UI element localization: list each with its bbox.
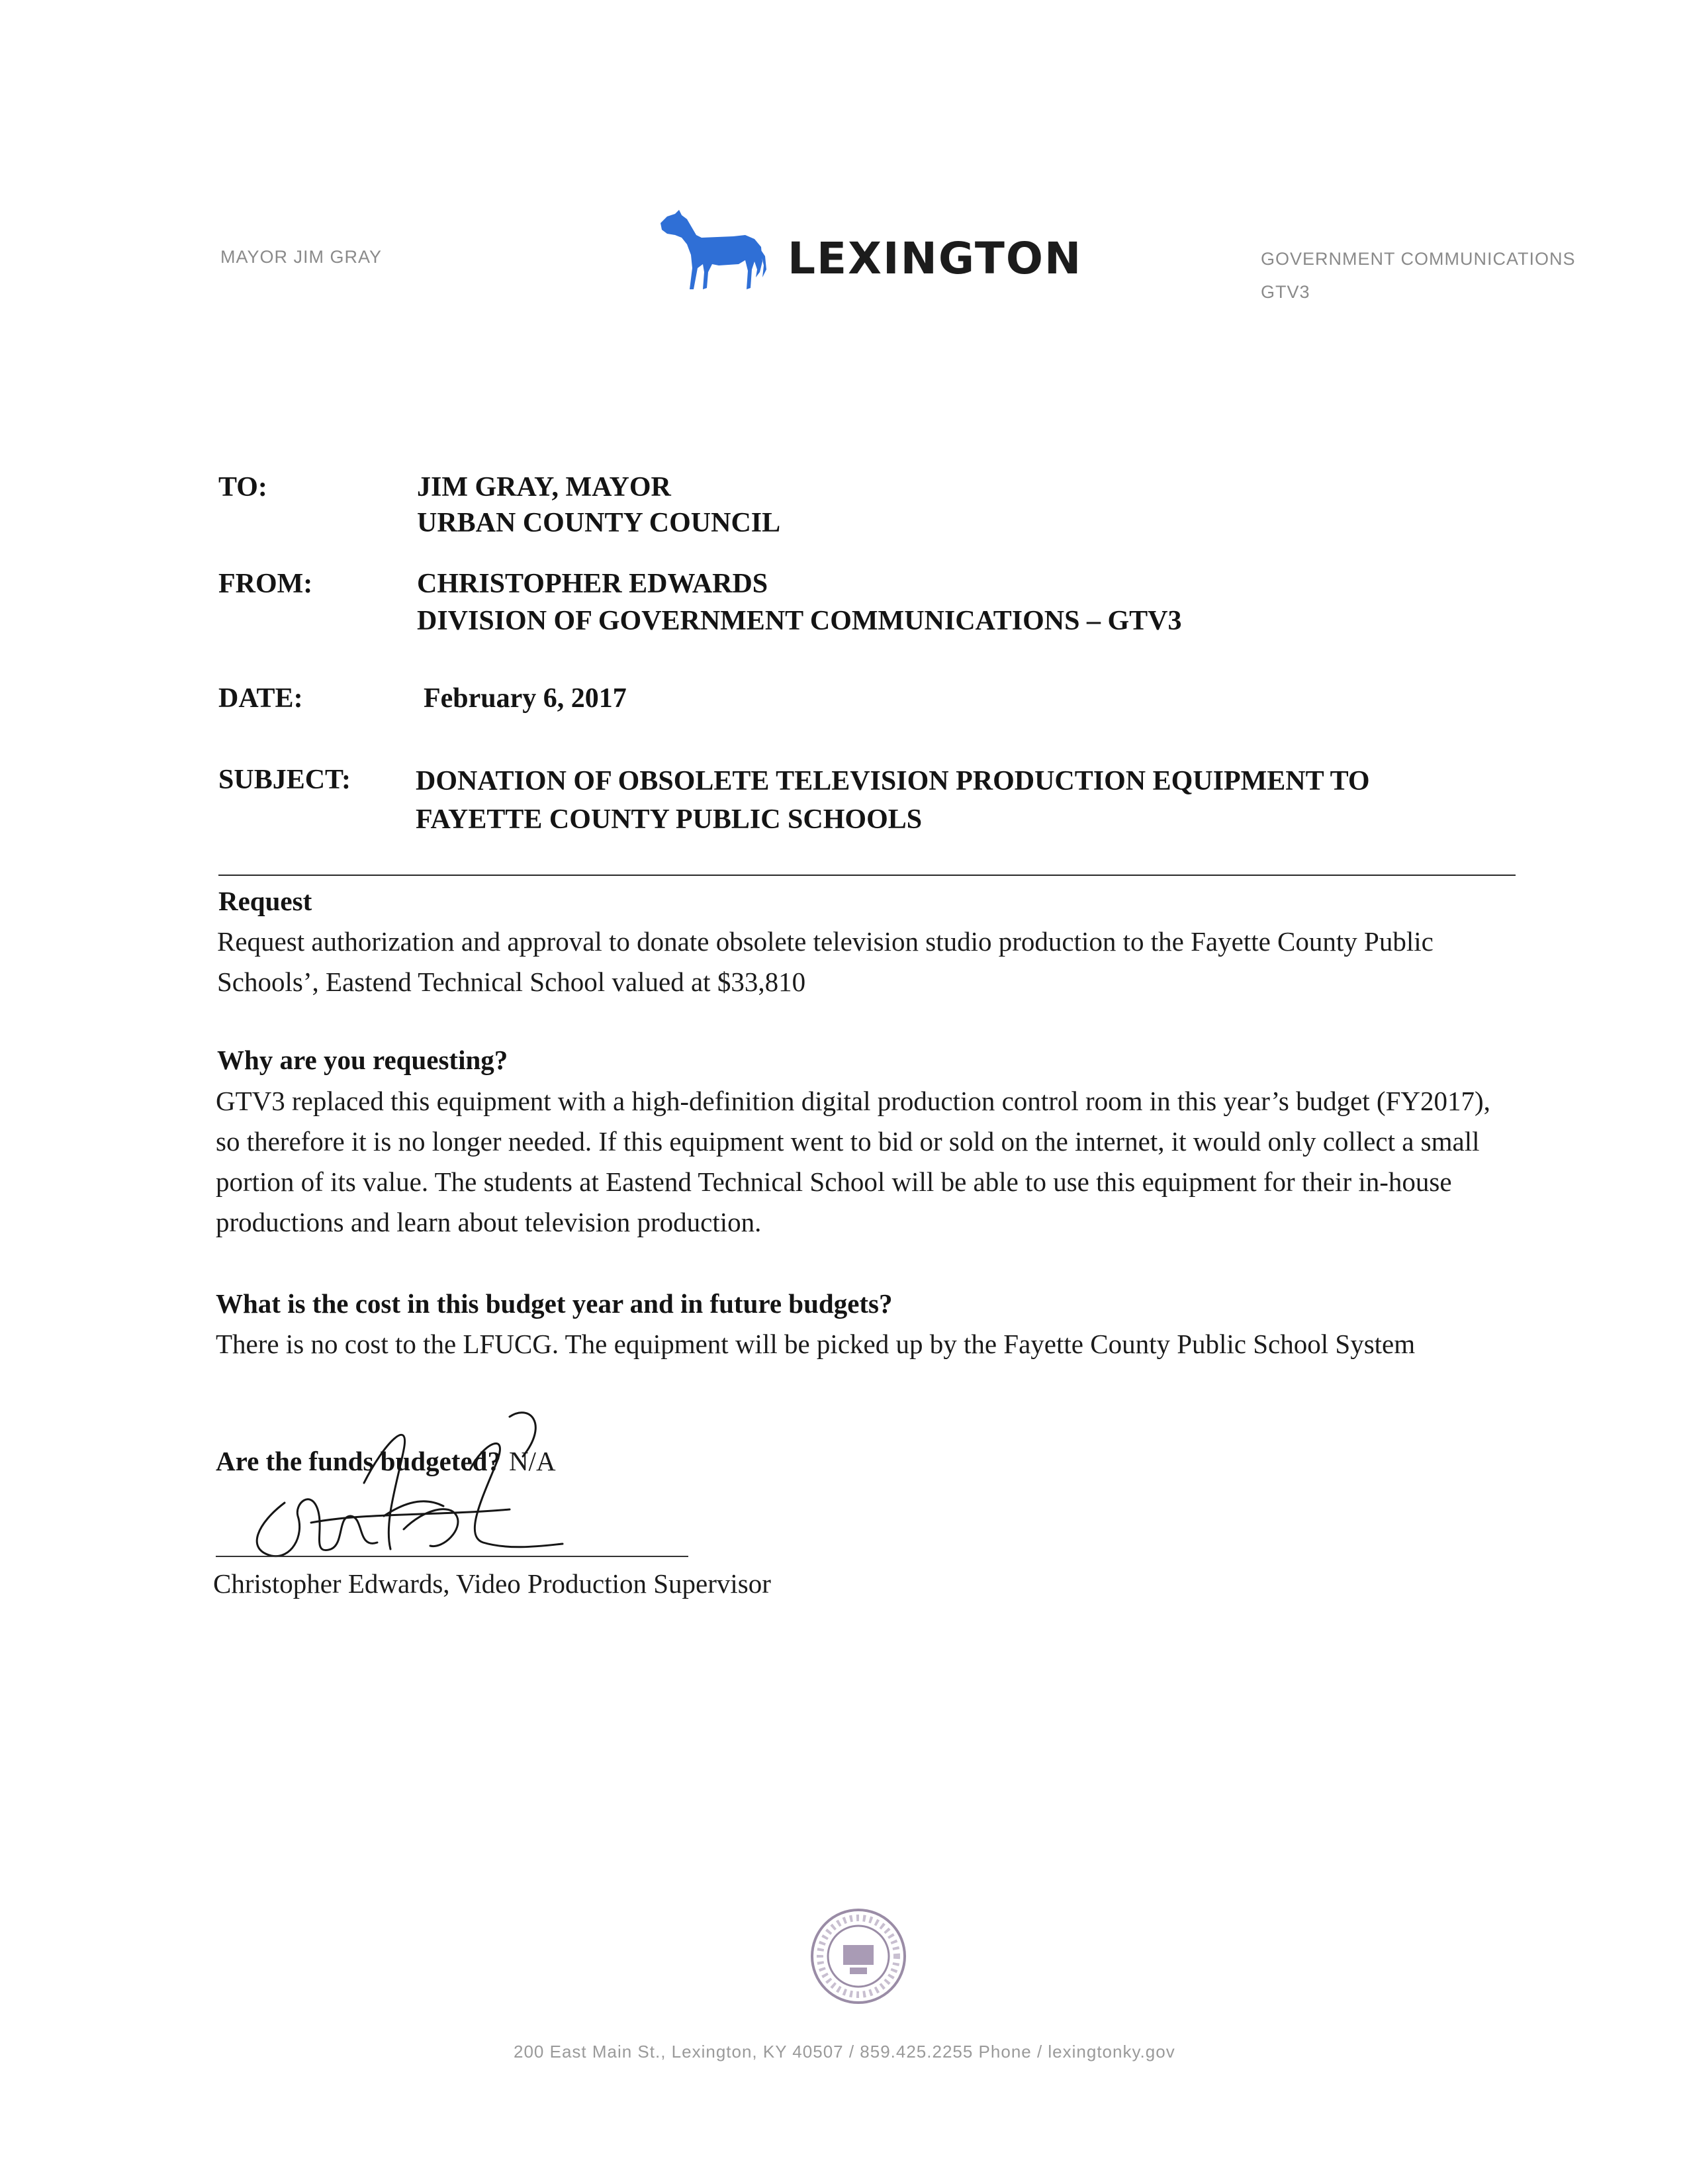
header-gtv3: GTV3 [1261,282,1310,302]
horse-icon [655,209,768,295]
request-title: Request [218,886,312,916]
footer-address: 200 East Main St., Lexington, KY 40507 / 859.425.2255 Phone / lexingtonky.gov [514,2042,1175,2062]
date-label: DATE: [218,683,303,714]
city-seal-icon [809,1907,908,2006]
brand-name: LEXINGTON [788,233,1083,284]
signature-line [216,1556,688,1557]
from-label: FROM: [218,569,313,599]
header-department: GOVERNMENT COMMUNICATIONS [1261,249,1576,269]
subject-line-2: FAYETTE COUNTY PUBLIC SCHOOLS [416,804,923,835]
from-line-2: DIVISION OF GOVERNMENT COMMUNICATIONS – GTV3 [417,606,1182,636]
cost-title: What is the cost in this budget year and in future budgets? [216,1288,893,1319]
subject-line-1: DONATION OF OBSOLETE TELEVISION PRODUCTION EQUIPMENT TO [416,766,1370,796]
header-mayor-name: MAYOR JIM GRAY [220,247,383,267]
divider [218,875,1516,876]
why-body: GTV3 replaced this equipment with a high-definition digital production control room in this year’s budget (FY2017), so therefore it is no longer needed. If this equipment went to bid or sold on the internet, it would only collect a small portion of its value. The students at Eastend Technical School will be able to use this equipment for their in-house productions and learn about television production. [216,1086,1490,1237]
date-value: February 6, 2017 [424,683,627,714]
cost-body: There is no cost to the LFUCG. The equipment will be picked up by the Fayette County Public School System [216,1329,1416,1359]
to-line-1: JIM GRAY, MAYOR [417,472,671,502]
to-label: TO: [218,472,267,502]
subject-label: SUBJECT: [218,765,351,795]
from-line-1: CHRISTOPHER EDWARDS [417,569,768,599]
signer-name-title: Christopher Edwards, Video Production Supervisor [213,1568,771,1599]
funds-question: Are the funds budgeted? [216,1446,501,1476]
why-title: Why are you requesting? [217,1045,508,1075]
to-line-2: URBAN COUNTY COUNCIL [417,508,781,538]
funds-answer: N/A [508,1446,556,1476]
handwritten-signature [232,1403,629,1569]
request-body: Request authorization and approval to donate obsolete television studio production to the Fayette County Public Schools’, Eastend Technical School valued at $33,810 [217,926,1434,997]
